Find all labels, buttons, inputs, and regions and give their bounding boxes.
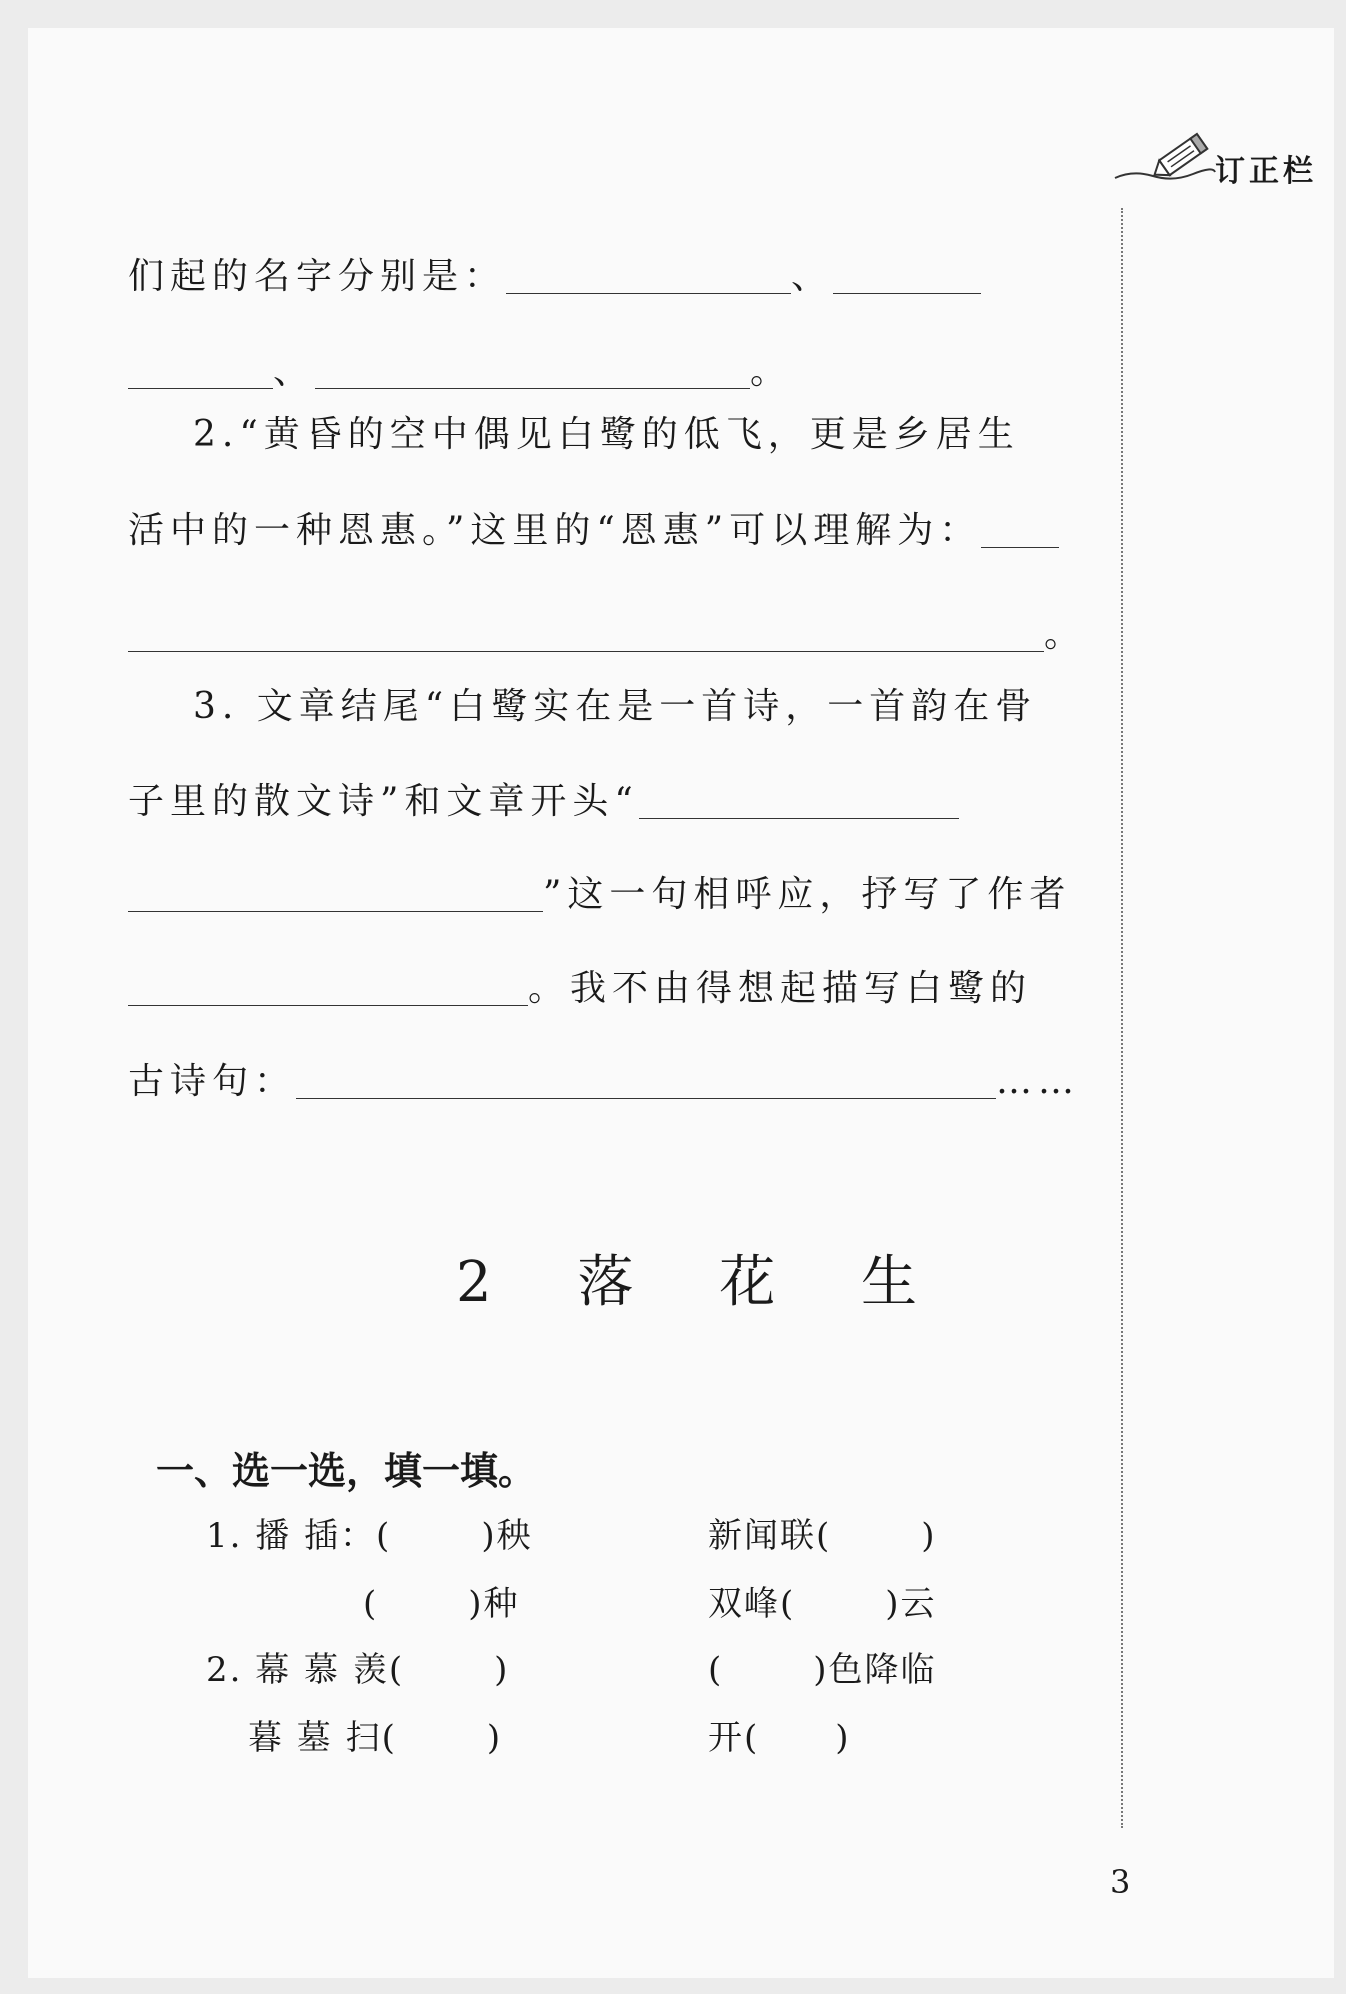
q1-sep: 、 xyxy=(791,256,834,297)
item-text: 双峰( xyxy=(708,1584,796,1624)
q1-sep: 、 xyxy=(273,351,316,392)
lesson-title xyxy=(456,1238,951,1318)
item-text: ) xyxy=(921,1516,937,1556)
answer-blank[interactable] xyxy=(128,650,1044,652)
page-number: 3 xyxy=(1110,1863,1131,1901)
q3-ellipsis: …… xyxy=(996,1061,1081,1102)
item-text: )色降临 xyxy=(813,1650,937,1690)
answer-blank[interactable] xyxy=(639,817,959,819)
item-row xyxy=(708,1576,937,1625)
item-row xyxy=(708,1508,937,1557)
q3-line2 xyxy=(128,773,959,824)
q1-prefix: 们起的名字分别是： xyxy=(128,256,507,297)
q3-text: 古诗句： xyxy=(128,1061,297,1102)
lesson-name: 落 花 生 xyxy=(577,1250,952,1315)
q1-end: 。 xyxy=(750,351,793,392)
item-text: 暮 墓 扫( xyxy=(248,1718,397,1758)
item-text: ( xyxy=(708,1650,724,1690)
lesson-number: 2 xyxy=(456,1250,526,1315)
item-text: 1. 播 插：( xyxy=(206,1516,392,1556)
item-row xyxy=(248,1710,502,1759)
answer-blank[interactable] xyxy=(128,387,273,389)
item-text: ) xyxy=(835,1718,851,1758)
item-row xyxy=(206,1508,533,1557)
q1-line1 xyxy=(128,248,981,299)
item-text: )云 xyxy=(885,1584,937,1624)
q2-line1: 2.“黄昏的空中偶见白鹭的低飞，更是乡居生 xyxy=(193,414,1020,455)
item-row xyxy=(206,1642,509,1691)
answer-blank[interactable] xyxy=(833,292,981,294)
q3-line3 xyxy=(128,866,1071,917)
item-row xyxy=(708,1710,851,1759)
q3-line5 xyxy=(128,1053,1080,1104)
q3-text: 子里的散文诗”和文章开头“ xyxy=(128,781,639,822)
item-text: ( xyxy=(363,1584,379,1624)
q2-text: 活中的一种恩惠。”这里的“恩惠”可以理解为： xyxy=(128,510,982,551)
q2-end: 。 xyxy=(1044,614,1087,655)
item-row xyxy=(708,1642,937,1691)
item-text: 2. 幕 慕 羡( xyxy=(206,1650,405,1690)
q3-line4 xyxy=(128,960,1032,1011)
q2-line2 xyxy=(128,502,1059,553)
pencil-icon xyxy=(1113,126,1217,186)
q1-line2 xyxy=(128,343,792,394)
answer-blank[interactable] xyxy=(981,546,1059,548)
answer-blank[interactable] xyxy=(506,292,791,294)
q3-text: ”这一句相呼应，抒写了作者 xyxy=(543,874,1072,915)
item-text: 新闻联( xyxy=(708,1516,832,1556)
correction-divider xyxy=(1121,208,1123,1828)
item-text: 开( xyxy=(708,1718,760,1758)
workbook-page xyxy=(28,28,1334,1978)
q3-text: 。我不由得想起描写白鹭的 xyxy=(528,968,1033,1009)
q3-line1: 3. 文章结尾“白鹭实在是一首诗，一首韵在骨 xyxy=(193,686,1038,727)
answer-blank[interactable] xyxy=(128,910,543,912)
item-text: ) xyxy=(494,1650,510,1690)
item-row xyxy=(363,1576,520,1625)
answer-blank[interactable] xyxy=(315,387,750,389)
answer-blank[interactable] xyxy=(296,1097,996,1099)
item-text: )秧 xyxy=(481,1516,533,1556)
correction-column-label: 订正栏 xyxy=(1215,154,1317,189)
q2-line3 xyxy=(128,606,1086,657)
item-text: ) xyxy=(486,1718,503,1758)
item-text: )种 xyxy=(468,1584,520,1624)
answer-blank[interactable] xyxy=(128,1004,528,1006)
section-heading: 一、选一选，填一填。 xyxy=(156,1449,537,1493)
